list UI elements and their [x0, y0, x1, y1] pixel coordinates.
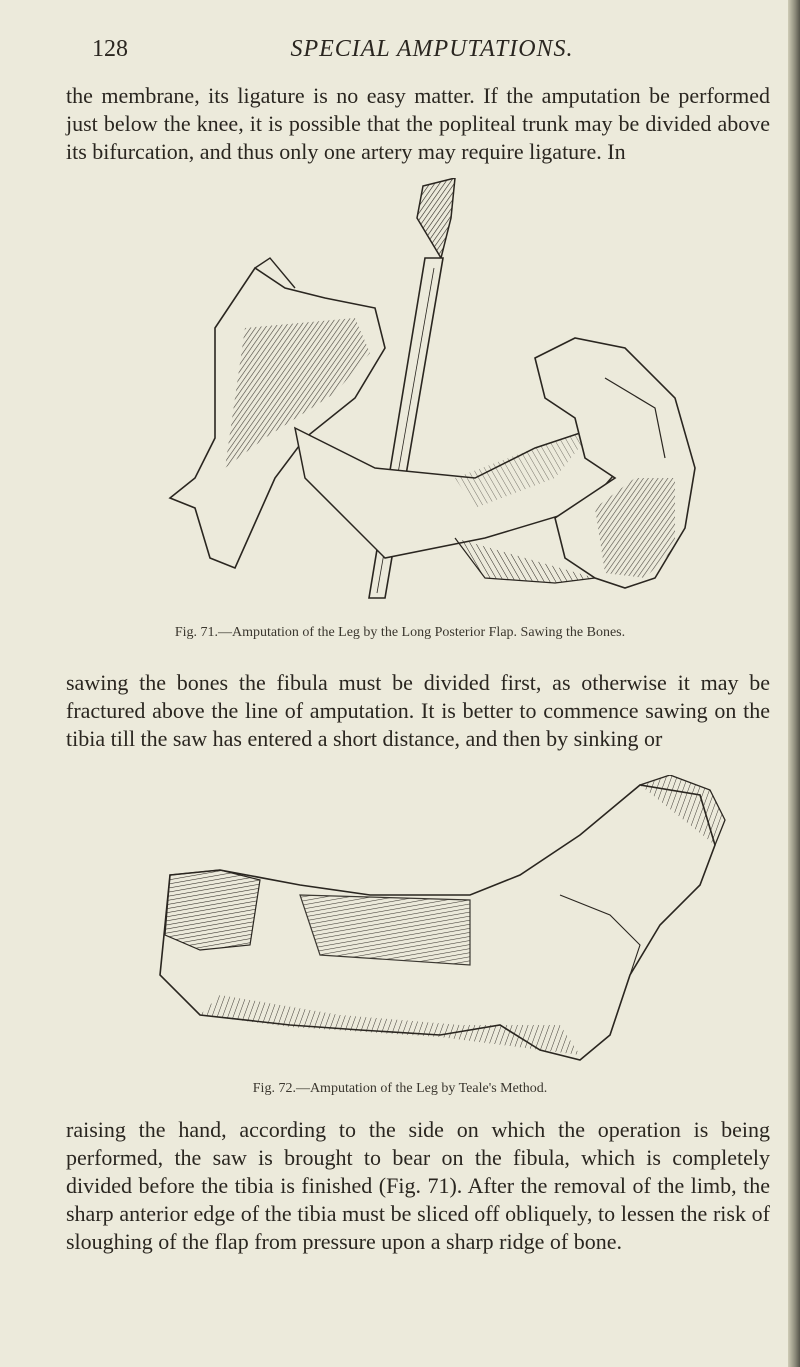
paragraph-2: sawing the bones the fibula must be divided first, as otherwise it may be fractured above the line of amputation. It is better to commence sawing on the tibia till the saw has entered a short distance, and then by sinking or — [66, 670, 770, 751]
engraving-hands-sawing-leg-icon — [155, 178, 715, 618]
page-number: 128 — [92, 36, 128, 62]
figure-72-illustration — [140, 775, 740, 1075]
running-head: SPECIAL AMPUTATIONS. — [290, 36, 574, 62]
page-header — [92, 36, 772, 66]
figure-72-caption: Fig. 72.—Amputation of the Leg by Teale's Method. — [252, 1081, 548, 1096]
book-spine-edge — [788, 0, 800, 1367]
engraving-amputated-leg-foot-icon — [140, 775, 740, 1075]
paragraph-3: raising the hand, according to the side on which the operation is being performed, the saw is brought to bear on the fibula, which is completely divided before the tibia is finished (Fig. 71). After the removal of the limb, the sharp anterior edge of the tibia must be sliced off obliquely, to lessen the risk of sloughing of the flap from pressure upon a sharp ridge of bone. — [66, 1117, 770, 1254]
paragraph-1: the membrane, its ligature is no easy matter. If the amputation be performed just below the knee, it is possible that the popliteal trunk may be divided above its bifurcation, and thus only one artery may require ligature. In — [66, 83, 770, 164]
figure-71-caption: Fig. 71.—Amputation of the Leg by the Long Posterior Flap. Sawing the Bones. — [174, 625, 626, 640]
figure-71-illustration — [155, 178, 715, 618]
